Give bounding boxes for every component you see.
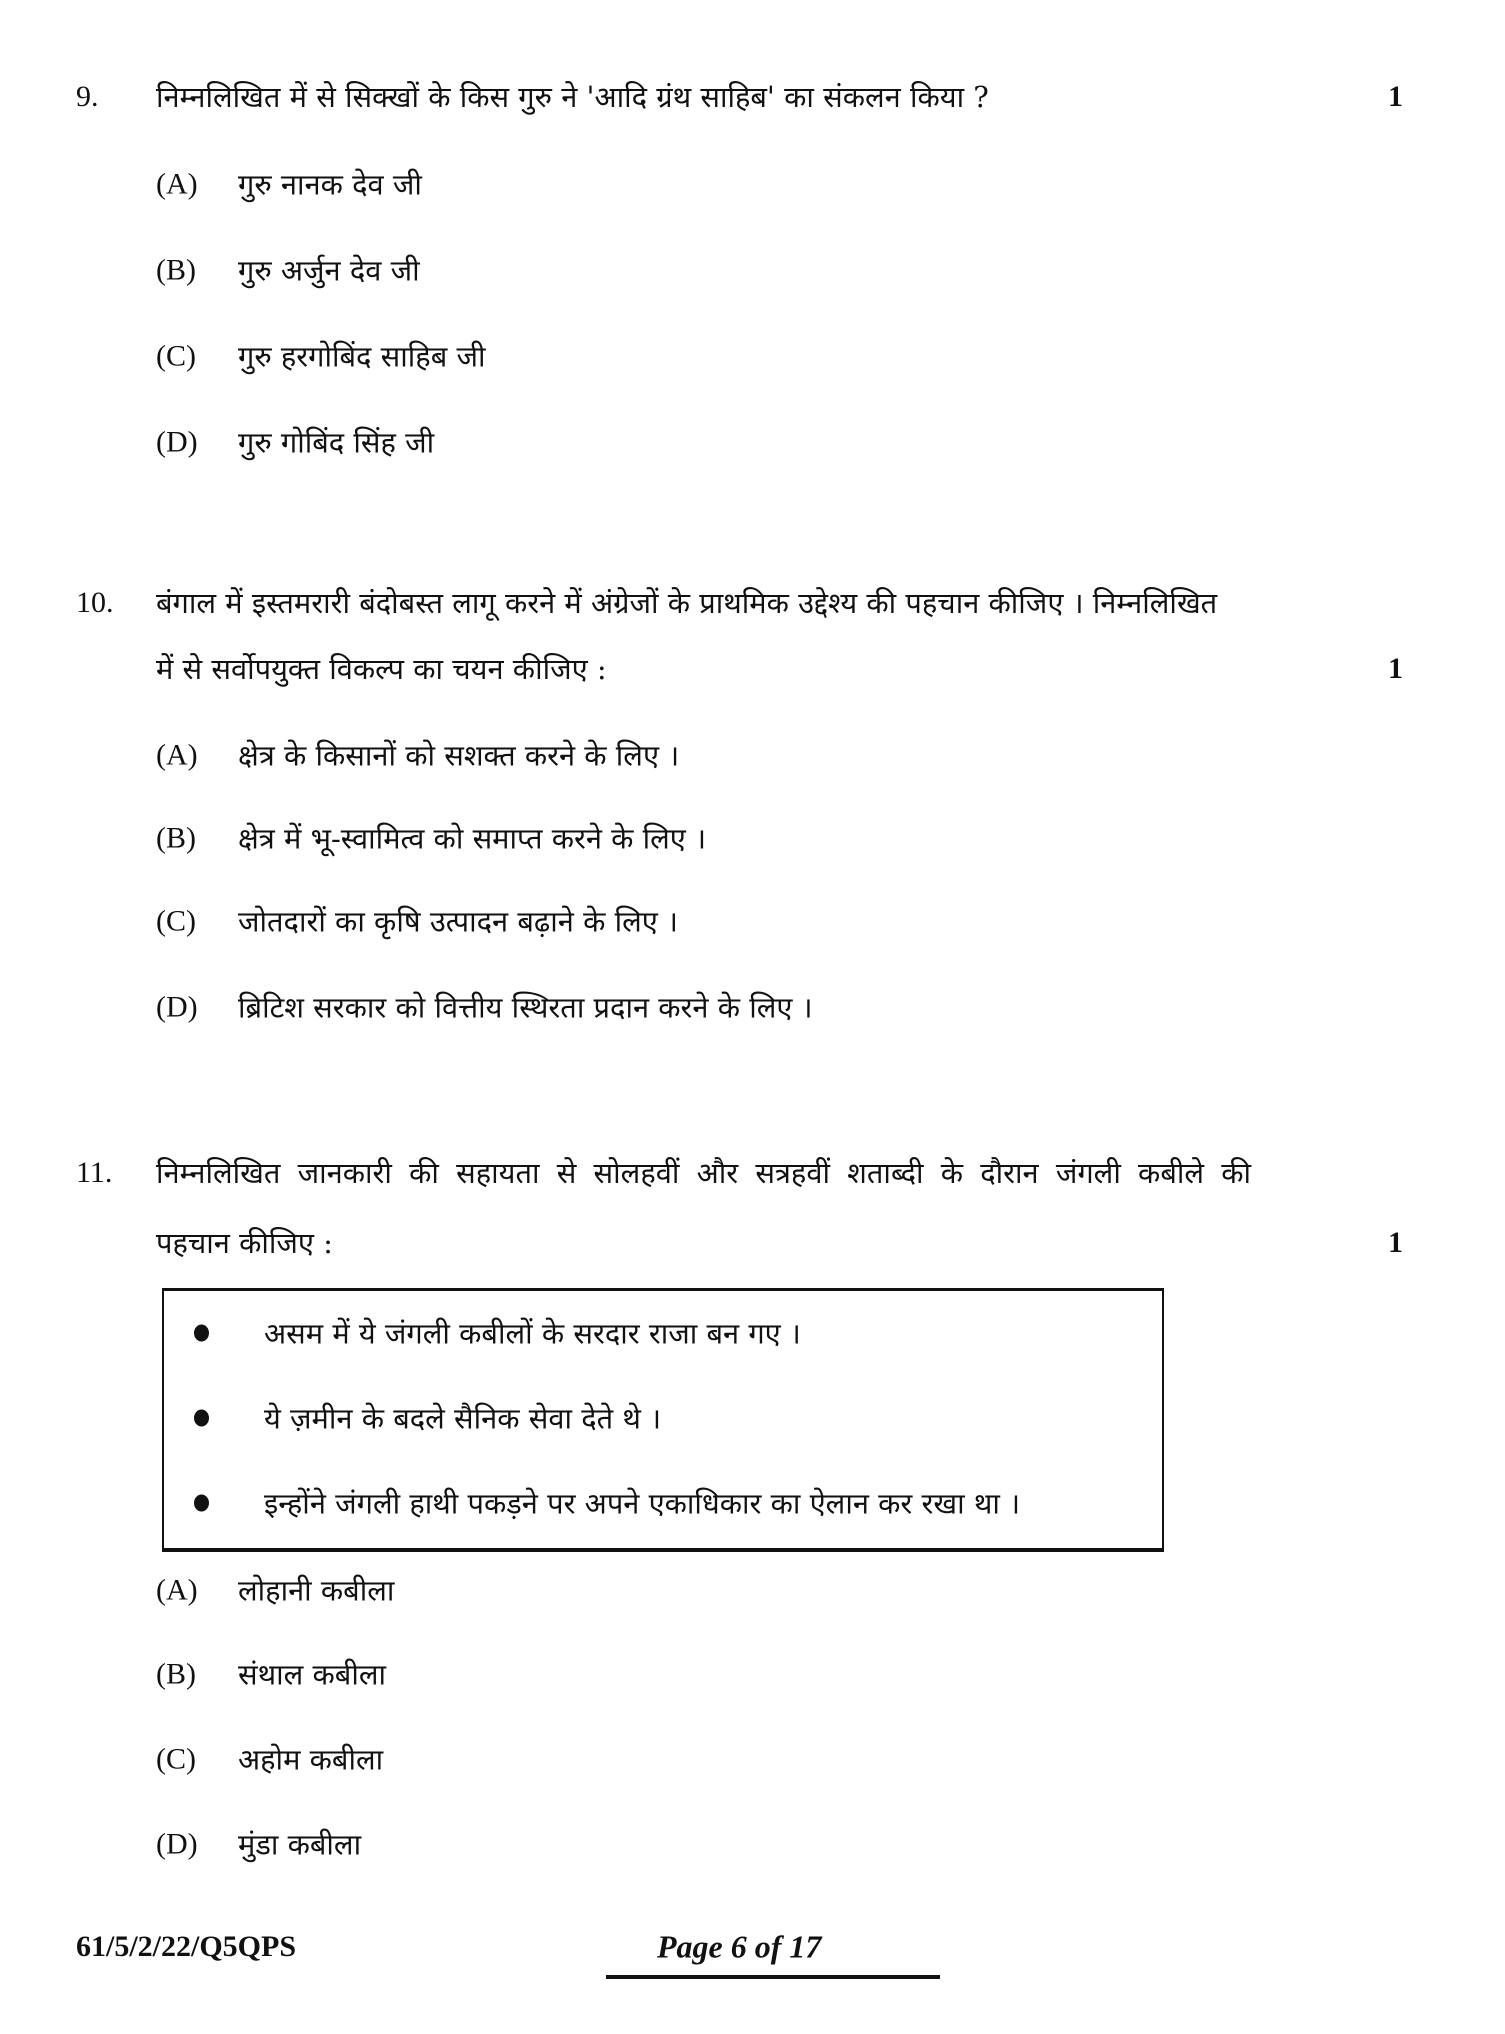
bullet-icon bbox=[194, 1325, 209, 1342]
marks: 1 bbox=[1388, 1226, 1403, 1259]
option-text: जोतदारों का कृषि उत्पादन बढ़ाने के लिए । bbox=[238, 904, 678, 939]
option-a bbox=[156, 736, 679, 775]
option-c bbox=[156, 337, 486, 376]
option-b bbox=[156, 251, 420, 290]
option-text: गुरु हरगोबिंद साहिब जी bbox=[238, 339, 486, 374]
marks: 1 bbox=[1388, 652, 1403, 685]
option-text: अहोम कबीला bbox=[238, 1742, 384, 1777]
option-label: (C) bbox=[156, 904, 196, 937]
option-label: (B) bbox=[156, 821, 196, 854]
option-label: (B) bbox=[156, 1657, 196, 1690]
option-a bbox=[156, 1571, 394, 1610]
option-text: गुरु अर्जुन देव जी bbox=[238, 253, 420, 288]
option-b bbox=[156, 819, 706, 858]
clue-item bbox=[194, 1399, 661, 1438]
option-label: (A) bbox=[156, 1573, 198, 1606]
option-label: (D) bbox=[156, 425, 198, 458]
question-text-line-2: में से सर्वोपयुक्त विकल्प का चयन कीजिए : bbox=[156, 652, 607, 686]
option-text: संथाल कबीला bbox=[238, 1657, 387, 1692]
clue-text: ये ज़मीन के बदले सैनिक सेवा देते थे । bbox=[264, 1401, 662, 1436]
clue-text: इन्होंने जंगली हाथी पकड़ने पर अपने एकाधिकार का ऐलान कर रखा था । bbox=[264, 1486, 1021, 1521]
bullet-icon bbox=[194, 1410, 209, 1427]
option-label: (A) bbox=[156, 167, 198, 200]
option-label: (D) bbox=[156, 990, 198, 1023]
page-number: Page 6 of 17 bbox=[657, 1928, 822, 1965]
bullet-icon bbox=[194, 1495, 209, 1512]
clue-item bbox=[194, 1314, 801, 1353]
option-text: ब्रिटिश सरकार को वित्तीय स्थिरता प्रदान करने के लिए । bbox=[238, 990, 813, 1025]
option-text: लोहानी कबीला bbox=[238, 1573, 395, 1608]
marks: 1 bbox=[1388, 80, 1403, 113]
clue-item bbox=[194, 1484, 1020, 1523]
option-d bbox=[156, 1825, 361, 1864]
option-c bbox=[156, 1740, 383, 1779]
option-label: (C) bbox=[156, 1742, 196, 1775]
option-text: गुरु नानक देव जी bbox=[238, 167, 422, 202]
option-label: (C) bbox=[156, 339, 196, 372]
question-text: निम्नलिखित में से सिक्खों के किस गुरु ने 'आदि ग्रंथ साहिब' का संकलन किया ? bbox=[156, 80, 989, 114]
question-text-line-1: बंगाल में इस्तमरारी बंदोबस्त लागू करने में अंग्रेजों के प्राथमिक उद्देश्य की पहचान कीजिए । निम्नलिखित bbox=[156, 586, 1218, 620]
option-text: गुरु गोबिंद सिंह जी bbox=[238, 425, 435, 460]
option-text: मुंडा कबीला bbox=[238, 1827, 362, 1862]
page-underline bbox=[606, 1975, 940, 1979]
option-d bbox=[156, 988, 813, 1027]
option-text: क्षेत्र में भू-स्वामित्व को समाप्त करने के लिए । bbox=[238, 821, 707, 856]
option-d bbox=[156, 423, 434, 462]
question-number: 10. bbox=[76, 586, 114, 619]
question-text-line-1: निम्नलिखित जानकारी की सहायता से सोलहवीं और सत्रहवीं शताब्दी के दौरान जंगली कबीले की bbox=[156, 1156, 1252, 1190]
option-a bbox=[156, 165, 422, 204]
clue-text: असम में ये जंगली कबीलों के सरदार राजा बन गए । bbox=[264, 1316, 801, 1351]
option-label: (A) bbox=[156, 738, 198, 771]
option-c bbox=[156, 902, 678, 941]
clue-box bbox=[162, 1288, 1164, 1552]
question-text-line-2: पहचान कीजिए : bbox=[156, 1226, 333, 1260]
question-number: 9. bbox=[76, 80, 99, 113]
paper-code: 61/5/2/22/Q5QPS bbox=[76, 1930, 297, 1963]
question-number: 11. bbox=[76, 1156, 113, 1189]
option-text: क्षेत्र के किसानों को सशक्त करने के लिए । bbox=[238, 738, 680, 773]
option-label: (B) bbox=[156, 253, 196, 286]
option-label: (D) bbox=[156, 1827, 198, 1860]
option-b bbox=[156, 1655, 386, 1694]
